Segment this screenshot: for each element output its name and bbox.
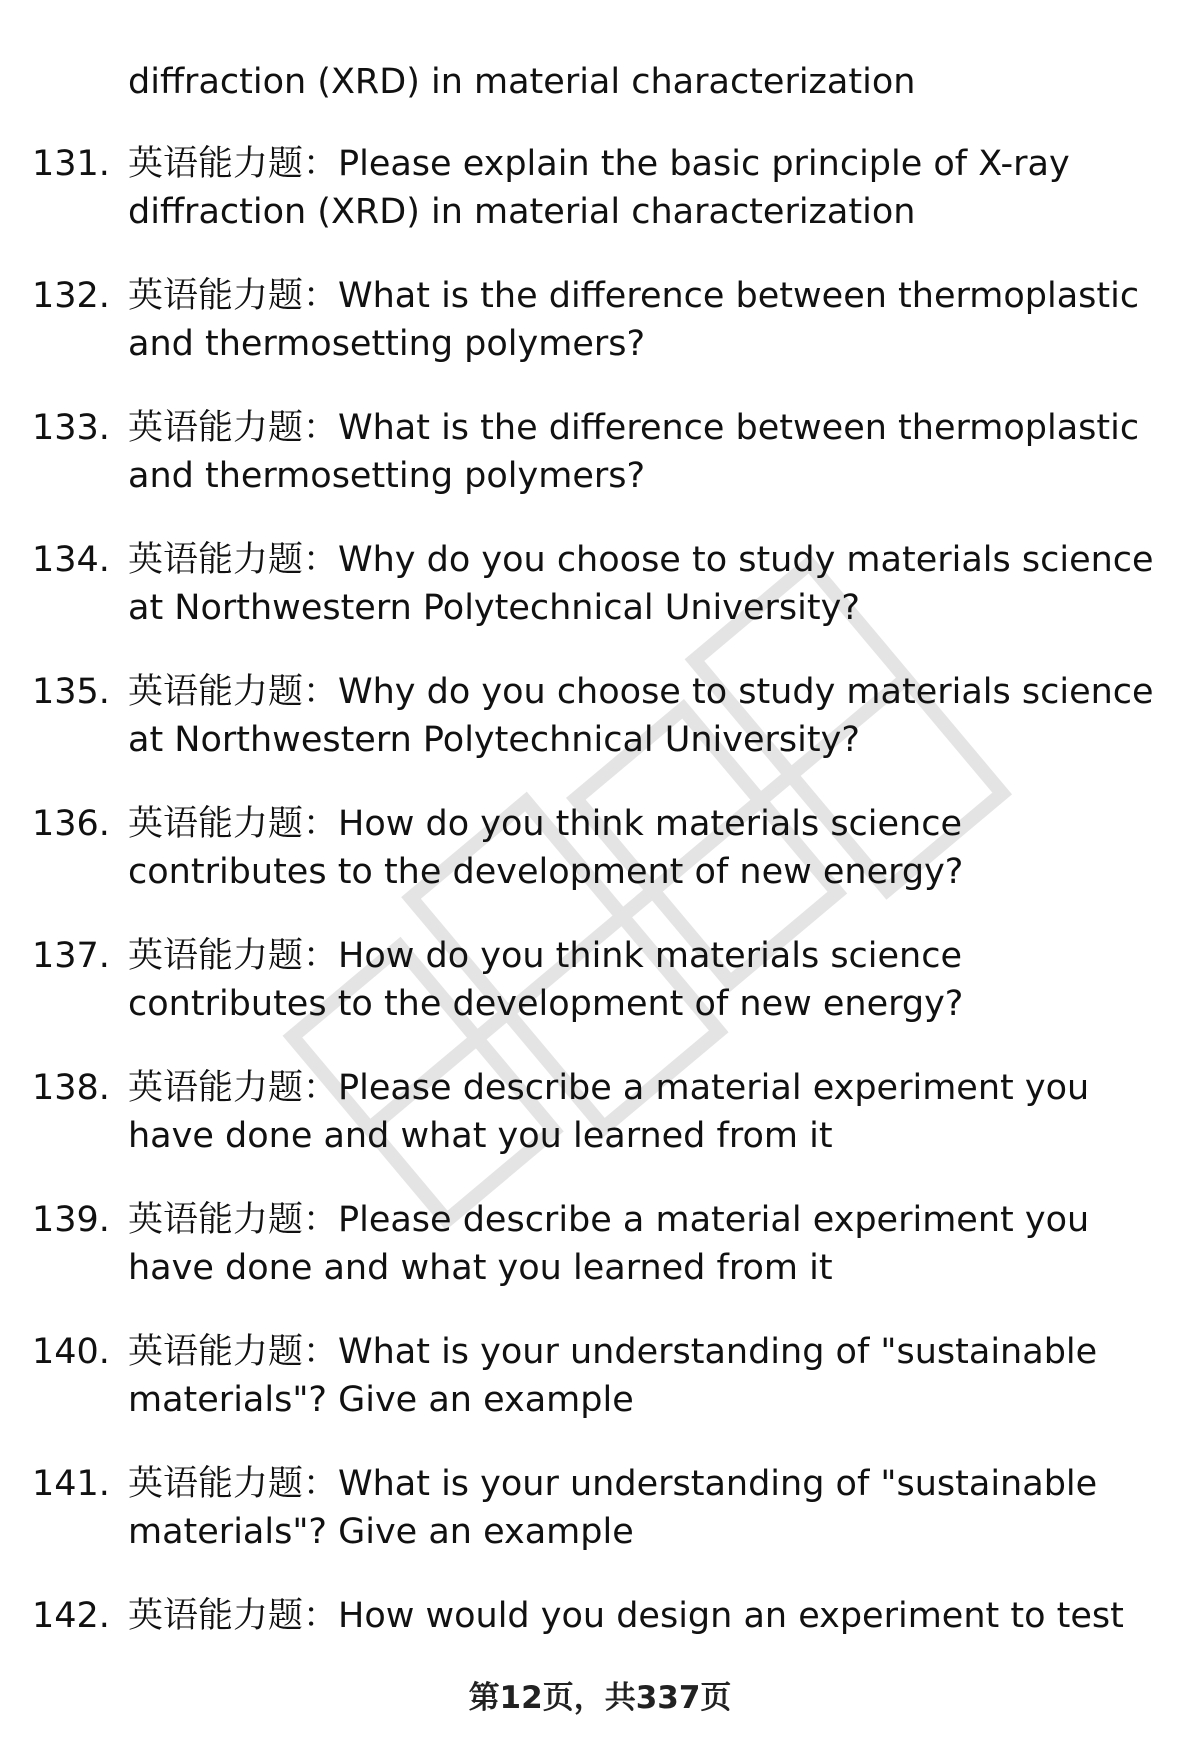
- question-number: 132.: [32, 276, 110, 316]
- question-text: 英语能力题：What is your understanding of "sustainable materials"? Give an example: [128, 1464, 1098, 1552]
- question-number: 140.: [32, 1332, 110, 1372]
- question-number: 133.: [32, 408, 110, 448]
- question-item: [0, 404, 1200, 536]
- question-item: [0, 536, 1200, 668]
- question-text: 英语能力题：Please describe a material experiment you have done and what you learned from it: [128, 1200, 1090, 1288]
- question-item: [0, 932, 1200, 1064]
- question-item: [0, 1460, 1200, 1592]
- question-number: 141.: [32, 1464, 110, 1504]
- question-number: 139.: [32, 1200, 110, 1240]
- question-text: 英语能力题：How do you think materials science contributes to the development of new energy?: [128, 804, 964, 892]
- question-text: 英语能力题：What is the difference between thermoplastic and thermosetting polymers?: [128, 276, 1140, 364]
- question-number: 138.: [32, 1068, 110, 1108]
- question-item: [0, 1196, 1200, 1328]
- question-text: 英语能力题：How would you design an experiment to test: [128, 1596, 1124, 1636]
- question-number: 142.: [32, 1596, 110, 1636]
- question-text: 英语能力题：Why do you choose to study materials science at Northwestern Polytechnical University?: [128, 672, 1154, 760]
- question-text: 英语能力题：What is your understanding of "sustainable materials"? Give an example: [128, 1332, 1098, 1420]
- question-text: 英语能力题：What is the difference between thermoplastic and thermosetting polymers?: [128, 408, 1140, 496]
- question-item: [0, 1064, 1200, 1196]
- question-number: 134.: [32, 540, 110, 580]
- question-item: [0, 668, 1200, 800]
- continued-question-text: diffraction (XRD) in material characterization: [128, 62, 916, 102]
- question-item: [0, 140, 1200, 272]
- question-text: 英语能力题：How do you think materials science contributes to the development of new energy?: [128, 936, 964, 1024]
- question-item: [0, 800, 1200, 932]
- question-list: [0, 140, 1200, 1724]
- page-footer: 第12页，共337页: [468, 1680, 732, 1716]
- question-text: 英语能力题：Why do you choose to study materials science at Northwestern Polytechnical University?: [128, 540, 1154, 628]
- question-number: 137.: [32, 936, 110, 976]
- question-number: 131.: [32, 144, 110, 184]
- question-number: 135.: [32, 672, 110, 712]
- question-number: 136.: [32, 804, 110, 844]
- question-item: [0, 272, 1200, 404]
- question-item: [0, 1328, 1200, 1460]
- question-text: 英语能力题：Please describe a material experiment you have done and what you learned from it: [128, 1068, 1090, 1156]
- question-text: 英语能力题：Please explain the basic principle of X-ray diffraction (XRD) in material characterization: [128, 144, 1070, 232]
